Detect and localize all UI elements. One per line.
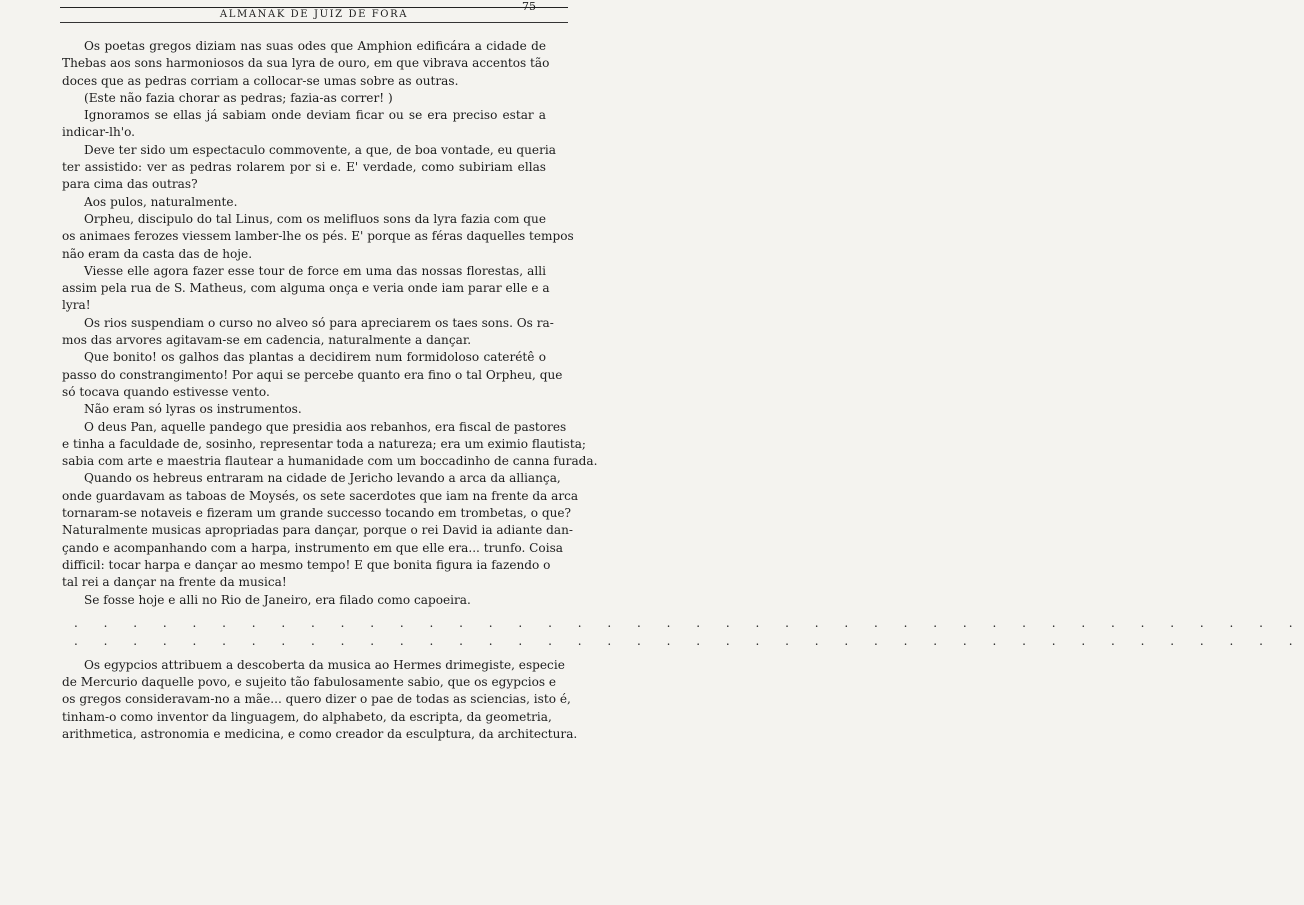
paragraph — [62, 211, 574, 263]
text-line: Viesse elle agora fazer esse tour de force em uma das nossas florestas, alli — [84, 263, 546, 278]
text-line: arithmetica, astronomia e medicina, e como creador da esculptura, da architectura. — [62, 726, 578, 741]
page-number: 75 — [522, 0, 536, 13]
text-line: só tocava quando estivesse vento. — [62, 384, 270, 399]
text-line: tinham-o como inventor da linguagem, do alphabeto, da escripta, da geometria, — [62, 709, 552, 724]
text-line: Thebas aos sons harmoniosos da sua lyra de ouro, em que vibrava accentos tão — [62, 56, 550, 71]
text-line: doces que as pedras corriam a collocar-se umas sobre as outras. — [62, 73, 459, 88]
text-line: e tinha a faculdade de, sosinho, representar toda a natureza; era um eximio flautista; — [62, 436, 587, 451]
text-line: indicar-lh'o. — [62, 125, 136, 140]
text-line: não eram da casta das de hoje. — [62, 246, 253, 261]
paragraph — [62, 142, 556, 194]
text-line: Naturalmente musicas apropriadas para dançar, porque o rei David ia adiante dan- — [62, 523, 573, 538]
text-line: Aos pulos, naturalmente. — [84, 194, 238, 209]
running-header — [60, 4, 568, 22]
text-line: os animaes ferozes viessem lamber-lhe os pés. E' porque as féras daquelles tempos — [62, 229, 574, 244]
text-line: difficil: tocar harpa e dançar ao mesmo tempo! E que bonita figura ia fazendo o — [62, 557, 551, 572]
text-line: sabia com arte e maestria flautear a humanidade com um boccadinho de canna furada. — [62, 454, 598, 469]
paragraph — [62, 592, 546, 609]
text-line: mos das arvores agitavam-se em cadencia, naturalmente a dançar. — [62, 333, 472, 348]
header-rule-top — [60, 7, 568, 8]
text-line: çando e acompanhando com a harpa, instrumento em que elle era... trunfo. Coisa — [62, 540, 563, 555]
text-line: O deus Pan, aquelle pandego que presidia aos rebanhos, era fiscal de pastores — [84, 419, 567, 434]
text-line: (Este não fazia chorar as pedras; fazia-as correr! ) — [84, 90, 393, 105]
paragraph — [62, 470, 579, 591]
paragraph — [62, 657, 578, 743]
text-line: os gregos consideravam-no a mãe... quero dizer o pae de todas as sciencias, isto é, — [62, 692, 571, 707]
text-line: Os egypcios attribuem a descoberta da musica ao Hermes drimegiste, especie — [84, 657, 565, 672]
text-line: Os rios suspendiam o curso no alveo só para apreciarem os taes sons. Os ra- — [84, 315, 554, 330]
text-line: lyra! — [62, 298, 91, 313]
text-line: Não eram só lyras os instrumentos. — [84, 402, 302, 417]
body-text — [62, 38, 1304, 743]
ellipsis-row: . . . . . . . . . . . . . . . . . . . . . . . . . . . . . . . . . . . . . . . . . . — [74, 633, 1304, 648]
paragraph — [62, 194, 546, 211]
text-line: Se fosse hoje e alli no Rio de Janeiro, era filado como capoeira. — [84, 592, 471, 607]
text-line: ter assistido: ver as pedras rolarem por si e. E' verdade, como subiriam ellas — [62, 160, 546, 175]
paragraph — [62, 419, 598, 471]
paragraph — [62, 38, 550, 90]
text-line: passo do constrangimento! Por aqui se percebe quanto era fino o tal Orpheu, que — [62, 367, 563, 382]
text-line: de Mercurio daquelle povo, e sujeito tão fabulosamente sabio, que os egypcios e — [62, 675, 557, 690]
text-line: Que bonito! os galhos das plantas a decidirem num formidoloso caterétê o — [84, 350, 546, 365]
paragraph — [62, 401, 546, 418]
text-line: tornaram-se notaveis e fizeram um grande successo tocando em trombetas, o que? — [62, 506, 572, 521]
text-line: Deve ter sido um espectaculo commovente, a que, de boa vontade, eu queria — [84, 142, 556, 157]
paragraph — [62, 349, 563, 401]
text-line: tal rei a dançar na frente da musica! — [62, 575, 287, 590]
text-line: Os poetas gregos diziam nas suas odes que Amphion edificára a cidade de — [84, 39, 546, 53]
running-title: ALMANAK DE JUIZ DE FORA — [214, 9, 414, 20]
text-line: Orpheu, discipulo do tal Linus, com os melifluos sons da lyra fazia com que — [84, 211, 546, 226]
paragraph — [62, 90, 546, 107]
text-line: Quando os hebreus entraram na cidade de Jericho levando a arca da alliança, — [84, 471, 561, 486]
paragraph — [62, 315, 554, 350]
paragraph — [62, 263, 550, 315]
text-line: onde guardavam as taboas de Moysés, os sete sacerdotes que iam na frente da arca — [62, 488, 579, 503]
text-line: assim pela rua de S. Matheus, com alguma onça e veria onde iam parar elle e a — [62, 281, 550, 296]
header-rule-bottom — [60, 22, 568, 23]
text-line: Ignoramos se ellas já sabiam onde deviam ficar ou se era preciso estar a — [84, 108, 546, 123]
text-line: para cima das outras? — [62, 177, 198, 192]
ellipsis-row: . . . . . . . . . . . . . . . . . . . . . . . . . . . . . . . . . . . . . . . . . . — [74, 615, 1304, 630]
paragraph — [62, 107, 546, 142]
